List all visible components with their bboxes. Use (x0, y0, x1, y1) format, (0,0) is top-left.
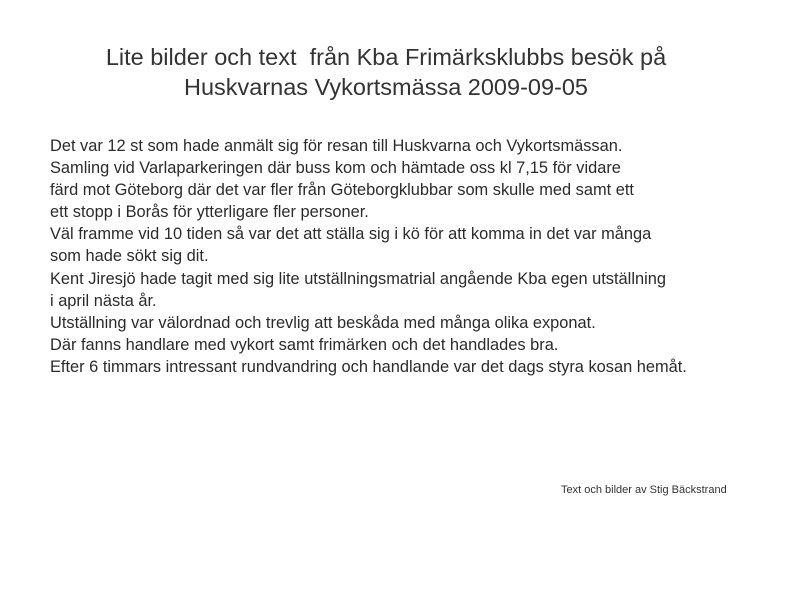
author-credit: Text och bilder av Stig Bäckstrand (561, 484, 727, 496)
body-line: Utställning var välordnad och trevlig att beskåda med många olika exponat. (50, 313, 596, 332)
body-line: färd mot Göteborg där det var fler från Göteborgklubbar som skulle med samt ett (50, 181, 634, 200)
body-line: som hade sökt sig dit. (50, 247, 209, 266)
body-line: ett stopp i Borås för ytterligare fler personer. (50, 203, 369, 222)
body-line: Där fanns handlare med vykort samt frimärken och det handlades bra. (50, 335, 559, 354)
body-paragraph (50, 135, 790, 378)
title-line: Lite bilder och text från Kba Frimärksklubbs besök på (105, 44, 667, 70)
body-line: Kent Jiresjö hade tagit med sig lite utställningsmatrial angående Kba egen utställning (50, 269, 666, 288)
body-line: Efter 6 timmars intressant rundvandring och handlande var det dags styra kosan hemåt. (50, 357, 687, 376)
body-line: Det var 12 st som hade anmält sig för resan till Huskvarna och Vykortsmässan. (50, 137, 623, 155)
title-line: Huskvarnas Vykortsmässa 2009-09-05 (183, 74, 589, 100)
body-line: i april nästa år. (50, 291, 157, 310)
page-title (0, 42, 772, 102)
body-line: Samling vid Varlaparkeringen där buss kom och hämtade oss kl 7,15 för vidare (50, 159, 621, 178)
body-line: Väl framme vid 10 tiden så var det att ställa sig i kö för att komma in det var många (50, 225, 652, 244)
